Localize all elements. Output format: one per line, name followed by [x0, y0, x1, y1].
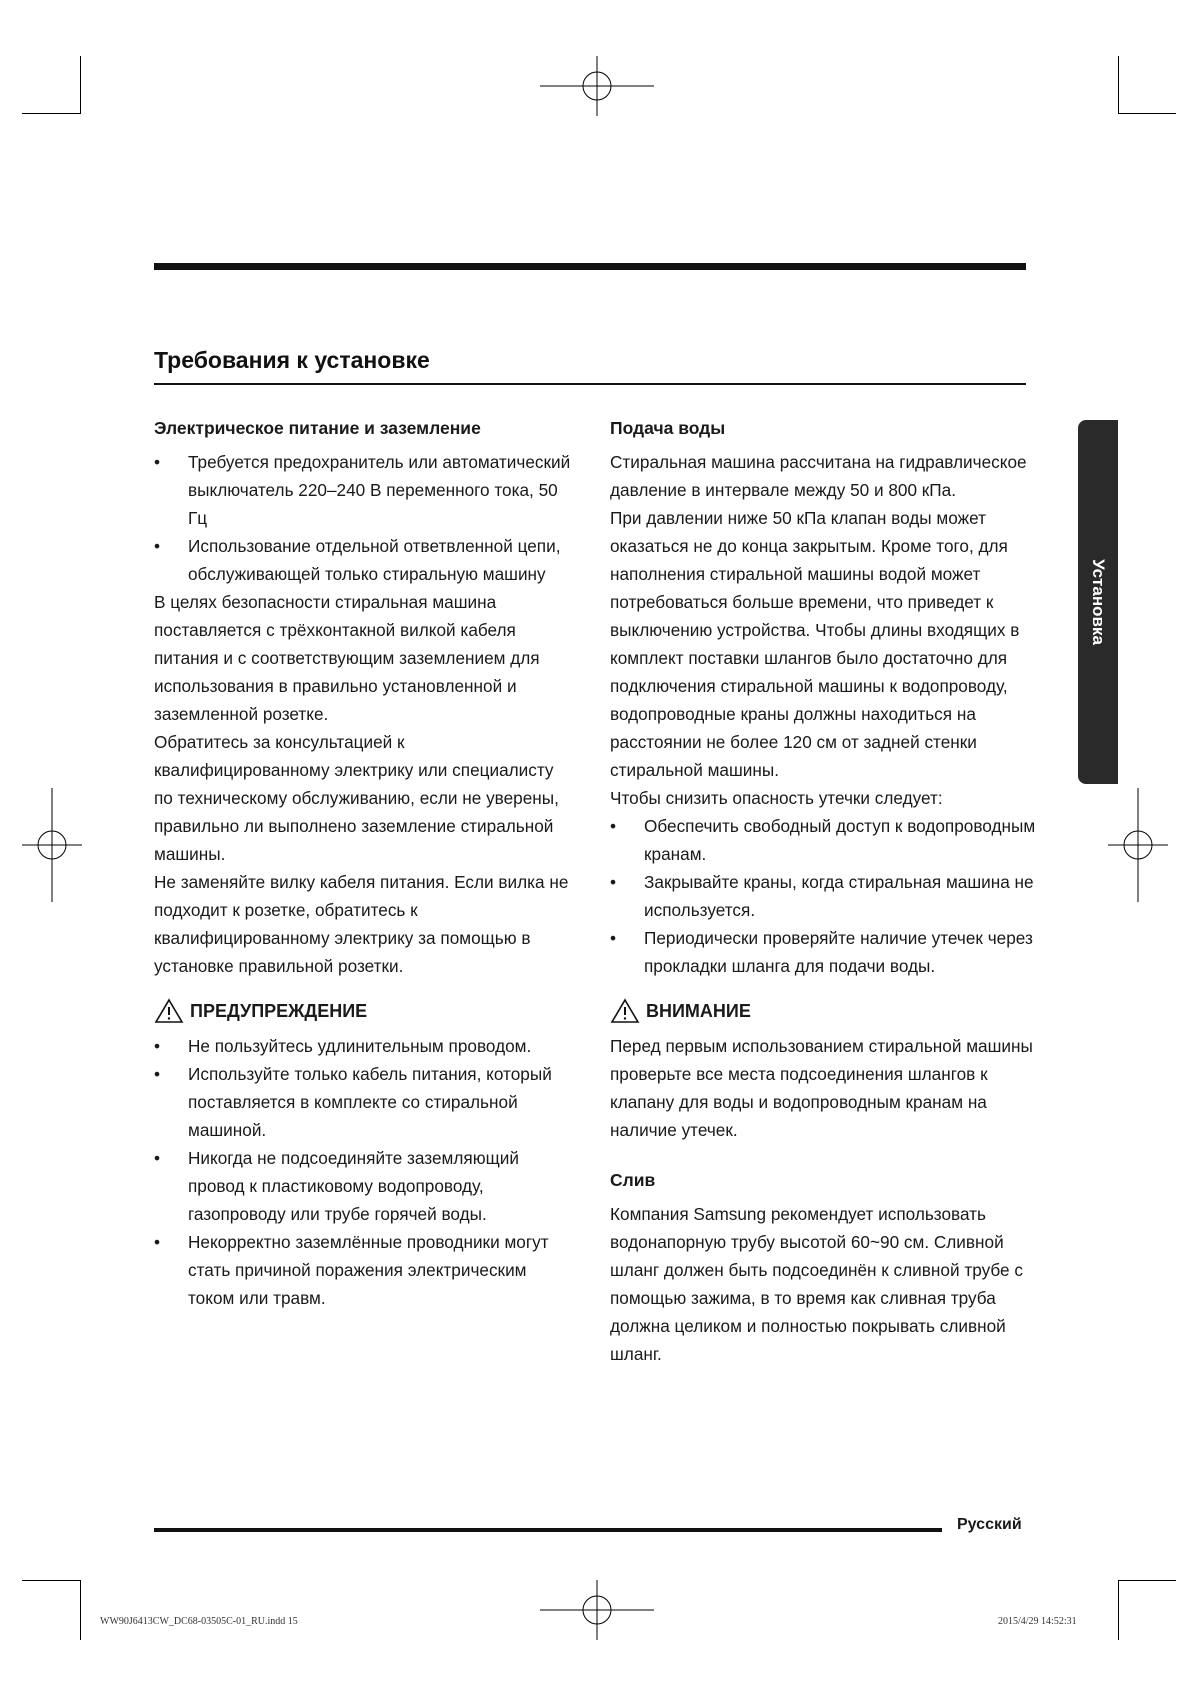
paragraph: Не заменяйте вилку кабеля питания. Если вилка не подходит к розетке, обратитесь к квалифицированному электрику за помощью в установке правильной розетки. [154, 872, 569, 976]
page-title: Требования к установке [154, 347, 430, 373]
list-item: • Обеспечить свободный доступ к водопроводным кранам. [610, 812, 1040, 868]
paragraph: При давлении ниже 50 кПа клапан воды может оказаться не до конца закрытым. Кроме того, для наполнения стиральной машины водой может потребоваться больше времени, что приведет к выключению устройства. Чтобы длины входящих в комплект поставки шлангов было достаточно для подключения стиральной машины к водопроводу, водопроводные краны должны находиться на расстоянии не более 120 см от задней стенки стиральной машины. [610, 508, 1020, 780]
caution-title: ВНИМАНИЕ [646, 1001, 751, 1021]
warning-heading [154, 996, 574, 1026]
list-item: • Закрывайте краны, когда стиральная машина не используется. [610, 868, 1040, 924]
list-item: • Никогда не подсоединяйте заземляющий провод к пластиковому водопроводу, газопроводу или трубе горячей воды. [154, 1144, 574, 1228]
left-column [154, 414, 574, 1312]
leak-bullets [610, 812, 1040, 980]
list-item: • Периодически проверяйте наличие утечек через прокладки шланга для подачи воды. [610, 924, 1040, 980]
footer-rule [154, 1528, 942, 1532]
caution-triangle-icon [610, 998, 640, 1024]
warning-bullets [154, 1032, 574, 1312]
paragraph: В целях безопасности стиральная машина поставляется с трёхконтакной вилкой кабеля питания и с соответствующим заземлением для использования в правильно установленной и заземленной розетке. [154, 592, 540, 724]
list-item: • Некорректно заземлённые проводники могут стать причиной поражения электрическим током или травм. [154, 1228, 574, 1312]
caution-text: Перед первым использованием стиральной машины проверьте все места подсоединения шлангов к клапану для воды и водопроводным кранам на наличие утечек. [610, 1036, 1033, 1140]
header-bar [154, 263, 1026, 270]
warning-title: ПРЕДУПРЕЖДЕНИЕ [190, 1001, 368, 1021]
paragraph: Чтобы снизить опасность утечки следует: [610, 788, 943, 808]
list-item: • Не пользуйтесь удлинительным проводом. [154, 1032, 574, 1060]
list-item: • Требуется предохранитель или автоматический выключатель 220–240 В переменного тока, 50 Гц [154, 448, 574, 532]
print-slug-timestamp: 2015/4/29 14:52:31 [998, 1616, 1077, 1627]
section-side-tab [1078, 420, 1118, 784]
electric-bullets [154, 448, 574, 588]
list-item: • Используйте только кабель питания, который поставляется в комплекте со стиральной машиной. [154, 1060, 574, 1144]
registration-mark-top [540, 56, 654, 116]
drain-heading: Слив [610, 1170, 656, 1190]
caution-heading [610, 996, 1040, 1026]
section-side-tab-label: Установка [1089, 559, 1108, 645]
water-supply-heading: Подача воды [610, 418, 726, 438]
paragraph: Стиральная машина рассчитана на гидравлическое давление в интервале между 50 и 800 кПа. [610, 452, 1027, 500]
right-column [610, 414, 1040, 1368]
registration-mark-right [1108, 788, 1168, 902]
footer-language: Русский [957, 1516, 1022, 1533]
paragraph: Обратитесь за консультацией к квалифицированному электрику или специалисту по техническому обслуживанию, если не уверены, правильно ли выполнено заземление стиральной машины. [154, 732, 559, 864]
title-rule [154, 383, 1026, 385]
list-item: • Использование отдельной ответвленной цепи, обслуживающей только стиральную машину [154, 532, 574, 588]
registration-mark-left [22, 788, 82, 902]
drain-text: Компания Samsung рекомендует использовать водонапорную трубу высотой 60~90 см. Сливной шланг должен быть подсоединён к сливной трубе с помощью зажима, в то время как сливная труба должна целиком и полностью покрывать сливной шланг. [610, 1204, 1023, 1364]
print-slug-filename: WW90J6413CW_DC68-03505C-01_RU.indd 15 [100, 1616, 298, 1627]
electric-heading: Электрическое питание и заземление [154, 418, 481, 438]
registration-mark-bottom [540, 1580, 654, 1640]
warning-triangle-icon [154, 998, 184, 1024]
